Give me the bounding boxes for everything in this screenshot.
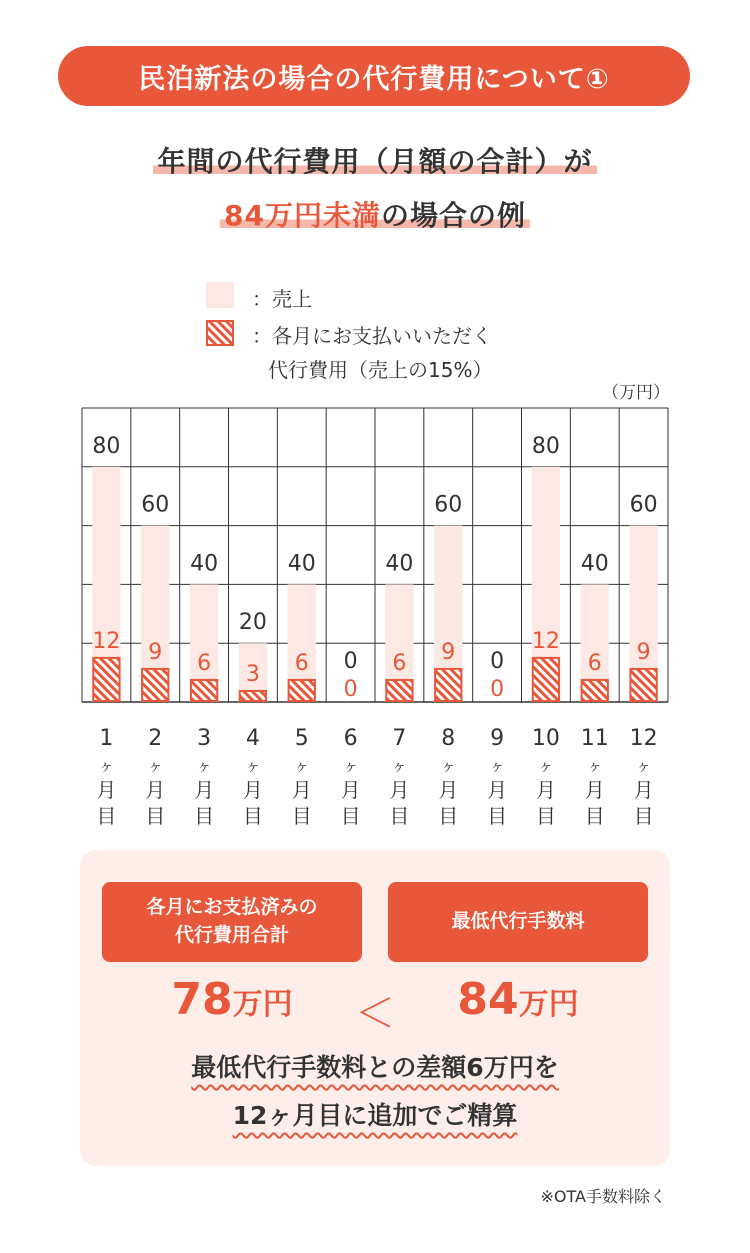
summary-paid-total-pill: 各月にお支払済みの 代行費用合計	[102, 882, 362, 962]
category-number-label: 6	[343, 726, 358, 751]
category-number-label: 10	[531, 726, 560, 751]
summary-right-value	[388, 974, 648, 1025]
conclusion-line2-text: 12ヶ月目に追加でご精算	[232, 1101, 518, 1130]
summary-left-value	[102, 974, 362, 1025]
summary-minimum-fee-pill: 最低代行手数料	[388, 882, 648, 962]
fee-bar	[191, 680, 217, 701]
header-title: 民泊新法の場合の代行費用について①	[58, 46, 690, 106]
fee-value-label: 6	[294, 650, 309, 676]
fee-bar	[630, 669, 656, 701]
sales-value-label: 80	[531, 433, 560, 459]
headline-line2-rest: の場合の例	[380, 199, 526, 232]
category-number-label: 11	[580, 726, 609, 751]
category-suffix-label: 月	[633, 778, 654, 802]
category-suffix-label: 目	[487, 804, 508, 828]
category-suffix-label: 月	[194, 778, 215, 802]
fee-bar	[240, 691, 266, 701]
right-value-number: 84	[457, 974, 519, 1025]
fee-value-label: 9	[148, 639, 163, 665]
conclusion-line1	[80, 1048, 670, 1084]
sales-value-label: 60	[629, 492, 658, 518]
category-suffix-label: 目	[340, 804, 361, 828]
sales-value-label: 40	[385, 551, 414, 577]
fee-bar	[533, 658, 559, 701]
category-suffix-label: ヶ	[636, 757, 652, 775]
category-suffix-label: ヶ	[440, 757, 456, 775]
headline-accent: 84万円未満	[224, 199, 381, 232]
right-value-unit: 万円	[518, 987, 579, 1022]
fee-value-label: 12	[531, 628, 560, 654]
conclusion-line1-text: 最低代行手数料との差額6万円を	[191, 1053, 559, 1082]
fee-bar	[142, 669, 168, 701]
category-number-label: 8	[441, 726, 456, 751]
category-suffix-label: 目	[584, 804, 605, 828]
fee-value-label: 6	[392, 650, 407, 676]
category-number-label: 2	[148, 726, 163, 751]
comparison-sign: ＜	[355, 991, 395, 1037]
category-suffix-label: ヶ	[587, 757, 603, 775]
category-number-label: 12	[629, 726, 658, 751]
legend-sales-label: ：売上	[252, 287, 312, 311]
fee-value-label: 3	[245, 661, 260, 687]
left-value-unit: 万円	[232, 987, 293, 1022]
category-suffix-label: 月	[487, 778, 508, 802]
fee-bar	[93, 658, 119, 701]
fee-value-label: 12	[92, 628, 121, 654]
sales-value-label: 0	[343, 649, 358, 674]
category-suffix-label: 目	[389, 804, 410, 828]
headline-line1-text: 年間の代行費用（月額の合計）が	[153, 145, 596, 178]
category-suffix-label: 目	[535, 804, 556, 828]
category-number-label: 4	[245, 726, 260, 751]
category-number-label: 5	[294, 726, 309, 751]
fee-bar	[386, 680, 412, 701]
left-value-number: 78	[171, 974, 233, 1025]
category-suffix-label: ヶ	[196, 757, 212, 775]
fee-bar	[289, 680, 315, 701]
fee-value-label: 0	[490, 677, 505, 702]
category-suffix-label: 目	[145, 804, 166, 828]
sales-value-label: 60	[434, 492, 463, 518]
sales-value-label: 40	[287, 551, 316, 577]
sales-value-label: 80	[92, 433, 121, 459]
category-suffix-label: ヶ	[147, 757, 163, 775]
category-suffix-label: 月	[242, 778, 263, 802]
sales-value-label: 20	[238, 610, 267, 636]
category-suffix-label: 目	[438, 804, 459, 828]
fee-value-label: 6	[587, 650, 602, 676]
fee-value-label: 6	[197, 650, 212, 676]
category-suffix-label: ヶ	[294, 757, 310, 775]
category-number-label: 9	[490, 726, 505, 751]
category-suffix-label: 月	[145, 778, 166, 802]
fee-bar	[582, 680, 608, 701]
category-suffix-label: 目	[96, 804, 117, 828]
category-number-label: 3	[197, 726, 212, 751]
sales-value-label: 40	[190, 551, 219, 577]
category-number-label: 1	[99, 726, 114, 751]
category-suffix-label: 月	[535, 778, 556, 802]
footnote: ※OTA手数料除く	[540, 1187, 666, 1206]
category-suffix-label: 月	[584, 778, 605, 802]
category-suffix-label: ヶ	[343, 757, 359, 775]
category-suffix-label: 目	[242, 804, 263, 828]
category-suffix-label: ヶ	[489, 757, 505, 775]
category-suffix-label: 月	[291, 778, 312, 802]
fee-value-label: 9	[441, 639, 456, 665]
conclusion-line2	[80, 1096, 670, 1132]
legend-fee-label-2: 代行費用（売上の15%）	[268, 358, 493, 382]
category-suffix-label: ヶ	[98, 757, 114, 775]
category-suffix-label: ヶ	[391, 757, 407, 775]
category-suffix-label: 目	[291, 804, 312, 828]
category-suffix-label: ヶ	[538, 757, 554, 775]
sales-value-label: 60	[141, 492, 170, 518]
category-suffix-label: 月	[438, 778, 459, 802]
fee-bar	[435, 669, 461, 701]
sales-value-label: 0	[490, 649, 505, 674]
category-suffix-label: 目	[194, 804, 215, 828]
fee-value-label: 9	[636, 639, 651, 665]
unit-label: （万円）	[602, 383, 670, 403]
legend-fee-label-1: ：各月にお支払いいただく	[252, 324, 492, 348]
category-suffix-label: 月	[340, 778, 361, 802]
category-suffix-label: 月	[389, 778, 410, 802]
sales-value-label: 40	[580, 551, 609, 577]
category-suffix-label: ヶ	[245, 757, 261, 775]
category-number-label: 7	[392, 726, 407, 751]
category-suffix-label: 目	[633, 804, 654, 828]
category-suffix-label: 月	[96, 778, 117, 802]
fee-value-label: 0	[343, 677, 358, 702]
